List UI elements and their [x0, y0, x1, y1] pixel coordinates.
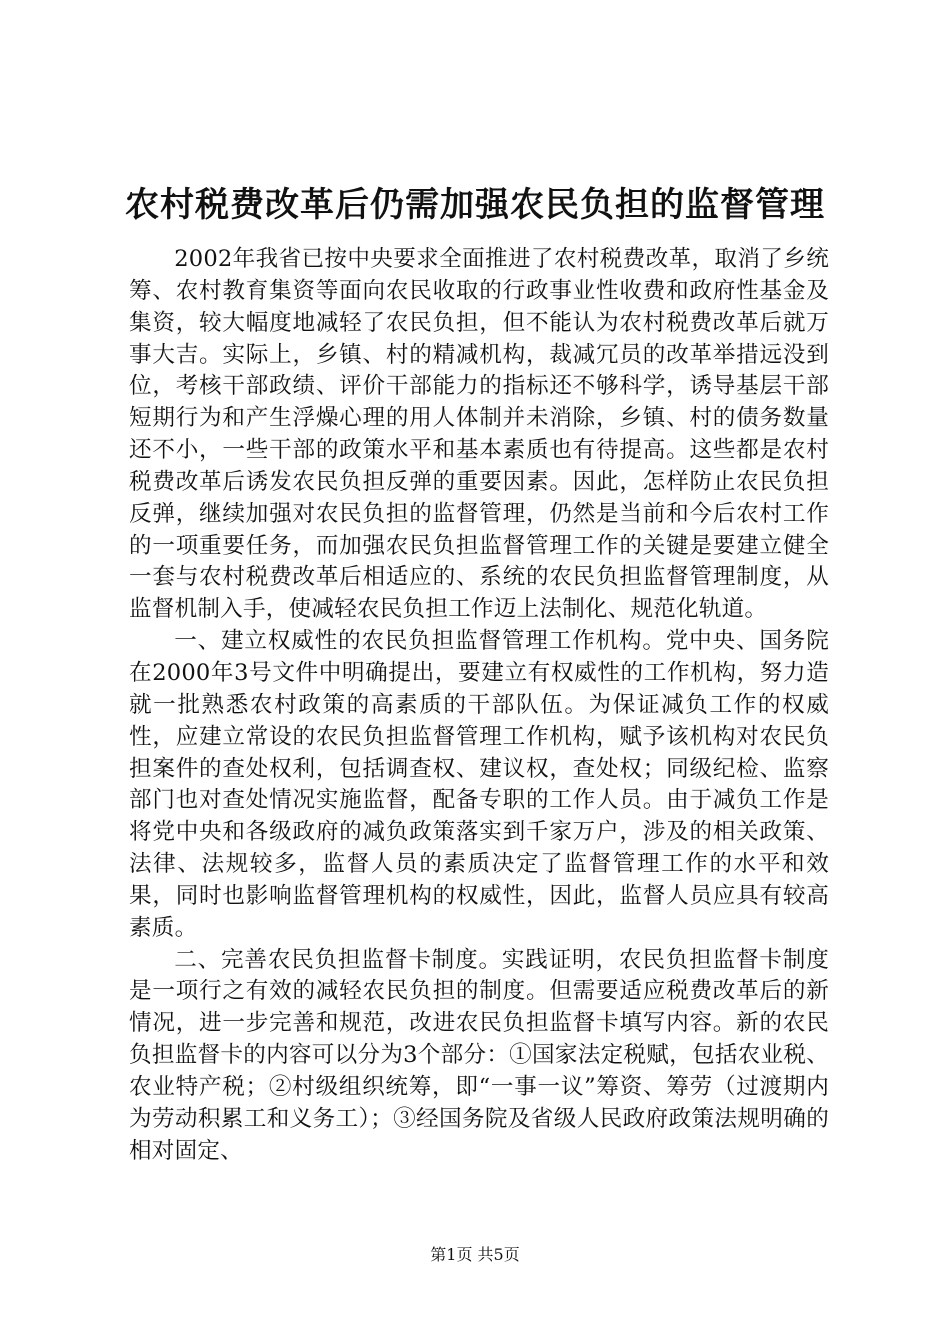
paragraph-intro: 2002年我省已按中央要求全面推进了农村税费改革，取消了乡统筹、农村教育集资等面向农民收取的行政事业性收费和政府性基金及集资，较大幅度地减轻了农民负担，但不能认为农村税费改革后就万事大吉。实际上，乡镇、村的精减机构，裁减冗员的改革举措远没到位，考核干部政绩、评价干部能力的指标还不够科学，诱导基层干部短期行为和产生浮燥心理的用人体制并未消除，乡镇、村的债务数量还不小，一些干部的政策水平和基本素质也有待提高。这些都是农村税费改革后诱发农民负担反弹的重要因素。因此，怎样防止农民负担反弹，继续加强对农民负担的监督管理，仍然是当前和今后农村工作的一项重要任务，而加强农民负担监督管理工作的关键是要建立健全一套与农村税费改革后相适应的、系统的农民负担监督管理制度，从监督机制入手，使减轻农民负担工作迈上法制化、规范化轨道。	[129, 246, 829, 623]
paragraph-section-2: 二、完善农民负担监督卡制度。实践证明，农民负担监督卡制度是一项行之有效的减轻农民负担的制度。但需要适应税费改革后的新情况，进一步完善和规范，改进农民负担监督卡填写内容。新的农民负担监督卡的内容可以分为3个部分：①国家法定税赋，包括农业税、农业特产税；②村级组织统筹，即“一事一议”筹资、筹劳（过渡期内为劳动积累工和义务工）；③经国务院及省级人民政府政策法规明确的相对固定、	[129, 946, 829, 1164]
page-number-footer: 第1页 共5页	[430, 1245, 520, 1264]
paragraph-section-1: 一、建立权威性的农民负担监督管理工作机构。党中央、国务院在2000年3号文件中明确提出，要建立有权威性的工作机构，努力造就一批熟悉农村政策的高素质的干部队伍。为保证减负工作的权威性，应建立常设的农民负担监督管理工作机构，赋予该机构对农民负担案件的查处权利，包括调查权、建议权，查处权；同级纪检、监察部门也对查处情况实施监督，配备专职的工作人员。由于减负工作是将党中央和各级政府的减负政策落实到千家万户，涉及的相关政策、法律、法规较多，监督人员的素质决定了监督管理工作的水平和效果，同时也影响监督管理机构的权威性，因此，监督人员应具有较高素质。	[129, 628, 829, 941]
document-title: 农村税费改革后仍需加强农民负担的监督管理	[125, 185, 825, 225]
document-body	[129, 244, 829, 1167]
